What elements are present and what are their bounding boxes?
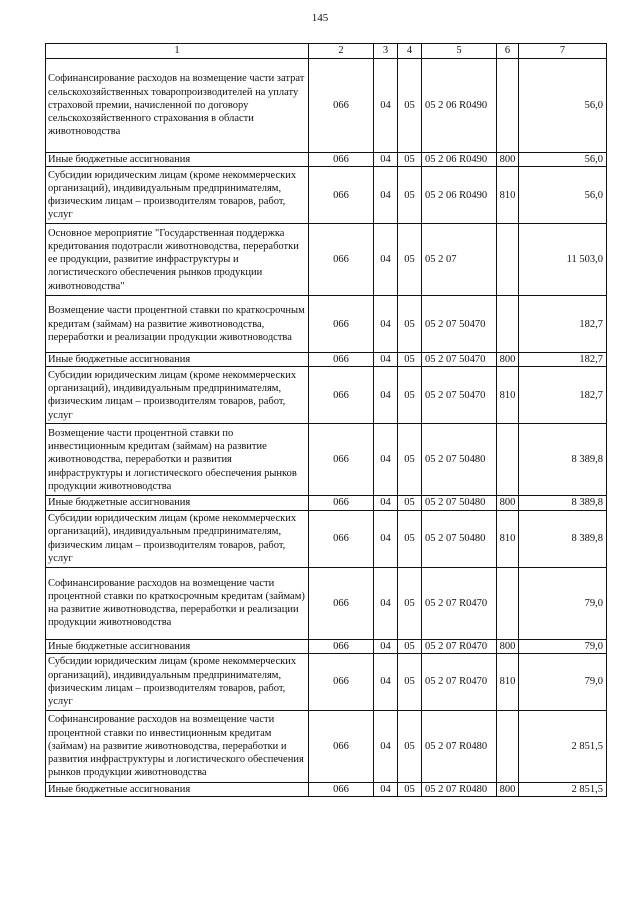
section-code: 04 bbox=[374, 153, 398, 167]
subsection-code: 05 bbox=[398, 59, 422, 153]
ministry-code: 066 bbox=[309, 167, 374, 224]
table-row bbox=[46, 653, 607, 710]
ministry-code: 066 bbox=[309, 353, 374, 367]
expense-type-code bbox=[497, 424, 519, 496]
subsection-code: 05 bbox=[398, 782, 422, 796]
row-description: Субсидии юридическим лицам (кроме некоммерческих организаций), индивидуальным предпринимателям, физическим лицам – производителям товаров, работ, услуг bbox=[46, 510, 309, 567]
amount: 56,0 bbox=[519, 167, 607, 224]
row-description: Основное мероприятие "Государственная поддержка кредитования подотрасли животноводства, переработки ее продукции, развитие инфраструктуры и логистического обеспечения рынков продукции животноводства" bbox=[46, 224, 309, 296]
amount: 8 389,8 bbox=[519, 424, 607, 496]
amount: 182,7 bbox=[519, 296, 607, 353]
amount: 79,0 bbox=[519, 653, 607, 710]
target-article-code: 05 2 07 bbox=[422, 224, 497, 296]
amount: 79,0 bbox=[519, 567, 607, 639]
table-row bbox=[46, 496, 607, 510]
table-row bbox=[46, 639, 607, 653]
expense-type-code: 800 bbox=[497, 353, 519, 367]
target-article-code: 05 2 06 R0490 bbox=[422, 59, 497, 153]
amount: 56,0 bbox=[519, 153, 607, 167]
row-description: Субсидии юридическим лицам (кроме некоммерческих организаций), индивидуальным предпринимателям, физическим лицам – производителям товаров, работ, услуг bbox=[46, 167, 309, 224]
expense-type-code: 800 bbox=[497, 153, 519, 167]
target-article-code: 05 2 07 R0480 bbox=[422, 782, 497, 796]
target-article-code: 05 2 07 R0470 bbox=[422, 639, 497, 653]
ministry-code: 066 bbox=[309, 424, 374, 496]
column-header: 3 bbox=[374, 44, 398, 59]
amount: 8 389,8 bbox=[519, 510, 607, 567]
budget-table bbox=[45, 43, 607, 797]
amount: 8 389,8 bbox=[519, 496, 607, 510]
section-code: 04 bbox=[374, 639, 398, 653]
ministry-code: 066 bbox=[309, 710, 374, 782]
subsection-code: 05 bbox=[398, 353, 422, 367]
subsection-code: 05 bbox=[398, 510, 422, 567]
expense-type-code: 800 bbox=[497, 639, 519, 653]
row-description: Иные бюджетные ассигнования bbox=[46, 639, 309, 653]
target-article-code: 05 2 07 50480 bbox=[422, 424, 497, 496]
section-code: 04 bbox=[374, 424, 398, 496]
table-row bbox=[46, 782, 607, 796]
section-code: 04 bbox=[374, 167, 398, 224]
row-description: Возмещение части процентной ставки по инвестиционным кредитам (займам) на развитие животноводства, переработки и развития инфраструктуры и логистического обеспечения рынков продукции животноводства bbox=[46, 424, 309, 496]
section-code: 04 bbox=[374, 296, 398, 353]
column-header: 7 bbox=[519, 44, 607, 59]
ministry-code: 066 bbox=[309, 224, 374, 296]
subsection-code: 05 bbox=[398, 567, 422, 639]
expense-type-code bbox=[497, 296, 519, 353]
table-row bbox=[46, 224, 607, 296]
table-row bbox=[46, 567, 607, 639]
section-code: 04 bbox=[374, 710, 398, 782]
table-row bbox=[46, 296, 607, 353]
row-description: Иные бюджетные ассигнования bbox=[46, 782, 309, 796]
target-article-code: 05 2 07 50470 bbox=[422, 353, 497, 367]
section-code: 04 bbox=[374, 224, 398, 296]
amount: 11 503,0 bbox=[519, 224, 607, 296]
subsection-code: 05 bbox=[398, 653, 422, 710]
subsection-code: 05 bbox=[398, 496, 422, 510]
subsection-code: 05 bbox=[398, 296, 422, 353]
ministry-code: 066 bbox=[309, 496, 374, 510]
row-description: Иные бюджетные ассигнования bbox=[46, 496, 309, 510]
row-description: Софинансирование расходов на возмещение части процентной ставки по инвестиционным кредитам (займам) на развитие животноводства, переработки и развития инфраструктуры и логистического обеспечения рынков продукции животноводства bbox=[46, 710, 309, 782]
expense-type-code: 810 bbox=[497, 367, 519, 424]
row-description: Софинансирование расходов на возмещение части затрат сельскохозяйственных товаропроизводителей на уплату страховой премии, начисленной по договору сельскохозяйственного страхования в области животноводства bbox=[46, 59, 309, 153]
target-article-code: 05 2 07 R0480 bbox=[422, 710, 497, 782]
amount: 182,7 bbox=[519, 367, 607, 424]
ministry-code: 066 bbox=[309, 367, 374, 424]
section-code: 04 bbox=[374, 59, 398, 153]
section-code: 04 bbox=[374, 653, 398, 710]
target-article-code: 05 2 07 50480 bbox=[422, 496, 497, 510]
ministry-code: 066 bbox=[309, 567, 374, 639]
table-row bbox=[46, 367, 607, 424]
table-row bbox=[46, 59, 607, 153]
ministry-code: 066 bbox=[309, 59, 374, 153]
ministry-code: 066 bbox=[309, 653, 374, 710]
target-article-code: 05 2 06 R0490 bbox=[422, 167, 497, 224]
expense-type-code: 800 bbox=[497, 782, 519, 796]
row-description: Субсидии юридическим лицам (кроме некоммерческих организаций), индивидуальным предпринимателям, физическим лицам – производителям товаров, работ, услуг bbox=[46, 653, 309, 710]
column-header: 5 bbox=[422, 44, 497, 59]
section-code: 04 bbox=[374, 567, 398, 639]
target-article-code: 05 2 07 50480 bbox=[422, 510, 497, 567]
target-article-code: 05 2 06 R0490 bbox=[422, 153, 497, 167]
target-article-code: 05 2 07 50470 bbox=[422, 296, 497, 353]
table-row bbox=[46, 353, 607, 367]
subsection-code: 05 bbox=[398, 167, 422, 224]
expense-type-code bbox=[497, 59, 519, 153]
section-code: 04 bbox=[374, 367, 398, 424]
amount: 2 851,5 bbox=[519, 782, 607, 796]
column-header: 1 bbox=[46, 44, 309, 59]
row-description: Субсидии юридическим лицам (кроме некоммерческих организаций), индивидуальным предпринимателям, физическим лицам – производителям товаров, работ, услуг bbox=[46, 367, 309, 424]
row-description: Иные бюджетные ассигнования bbox=[46, 153, 309, 167]
row-description: Софинансирование расходов на возмещение части процентной ставки по краткосрочным кредитам (займам) на развитие животноводства, переработки и реализации продукции животноводства bbox=[46, 567, 309, 639]
table-row bbox=[46, 510, 607, 567]
table-row bbox=[46, 167, 607, 224]
subsection-code: 05 bbox=[398, 367, 422, 424]
ministry-code: 066 bbox=[309, 782, 374, 796]
column-header: 4 bbox=[398, 44, 422, 59]
expense-type-code bbox=[497, 224, 519, 296]
table-row bbox=[46, 153, 607, 167]
row-description: Возмещение части процентной ставки по краткосрочным кредитам (займам) на развитие животноводства, переработки и реализации продукции животноводства bbox=[46, 296, 309, 353]
section-code: 04 bbox=[374, 510, 398, 567]
ministry-code: 066 bbox=[309, 510, 374, 567]
amount: 2 851,5 bbox=[519, 710, 607, 782]
section-code: 04 bbox=[374, 496, 398, 510]
column-header: 6 bbox=[497, 44, 519, 59]
table-row bbox=[46, 424, 607, 496]
row-description: Иные бюджетные ассигнования bbox=[46, 353, 309, 367]
ministry-code: 066 bbox=[309, 296, 374, 353]
section-code: 04 bbox=[374, 353, 398, 367]
expense-type-code: 810 bbox=[497, 510, 519, 567]
ministry-code: 066 bbox=[309, 153, 374, 167]
target-article-code: 05 2 07 50470 bbox=[422, 367, 497, 424]
amount: 182,7 bbox=[519, 353, 607, 367]
subsection-code: 05 bbox=[398, 639, 422, 653]
amount: 79,0 bbox=[519, 639, 607, 653]
expense-type-code bbox=[497, 710, 519, 782]
expense-type-code: 810 bbox=[497, 167, 519, 224]
subsection-code: 05 bbox=[398, 153, 422, 167]
page-number: 145 bbox=[311, 12, 329, 24]
amount: 56,0 bbox=[519, 59, 607, 153]
table-header-row bbox=[46, 44, 607, 59]
target-article-code: 05 2 07 R0470 bbox=[422, 567, 497, 639]
subsection-code: 05 bbox=[398, 710, 422, 782]
section-code: 04 bbox=[374, 782, 398, 796]
expense-type-code: 800 bbox=[497, 496, 519, 510]
column-header: 2 bbox=[309, 44, 374, 59]
subsection-code: 05 bbox=[398, 224, 422, 296]
ministry-code: 066 bbox=[309, 639, 374, 653]
subsection-code: 05 bbox=[398, 424, 422, 496]
table-row bbox=[46, 710, 607, 782]
expense-type-code bbox=[497, 567, 519, 639]
expense-type-code: 810 bbox=[497, 653, 519, 710]
target-article-code: 05 2 07 R0470 bbox=[422, 653, 497, 710]
